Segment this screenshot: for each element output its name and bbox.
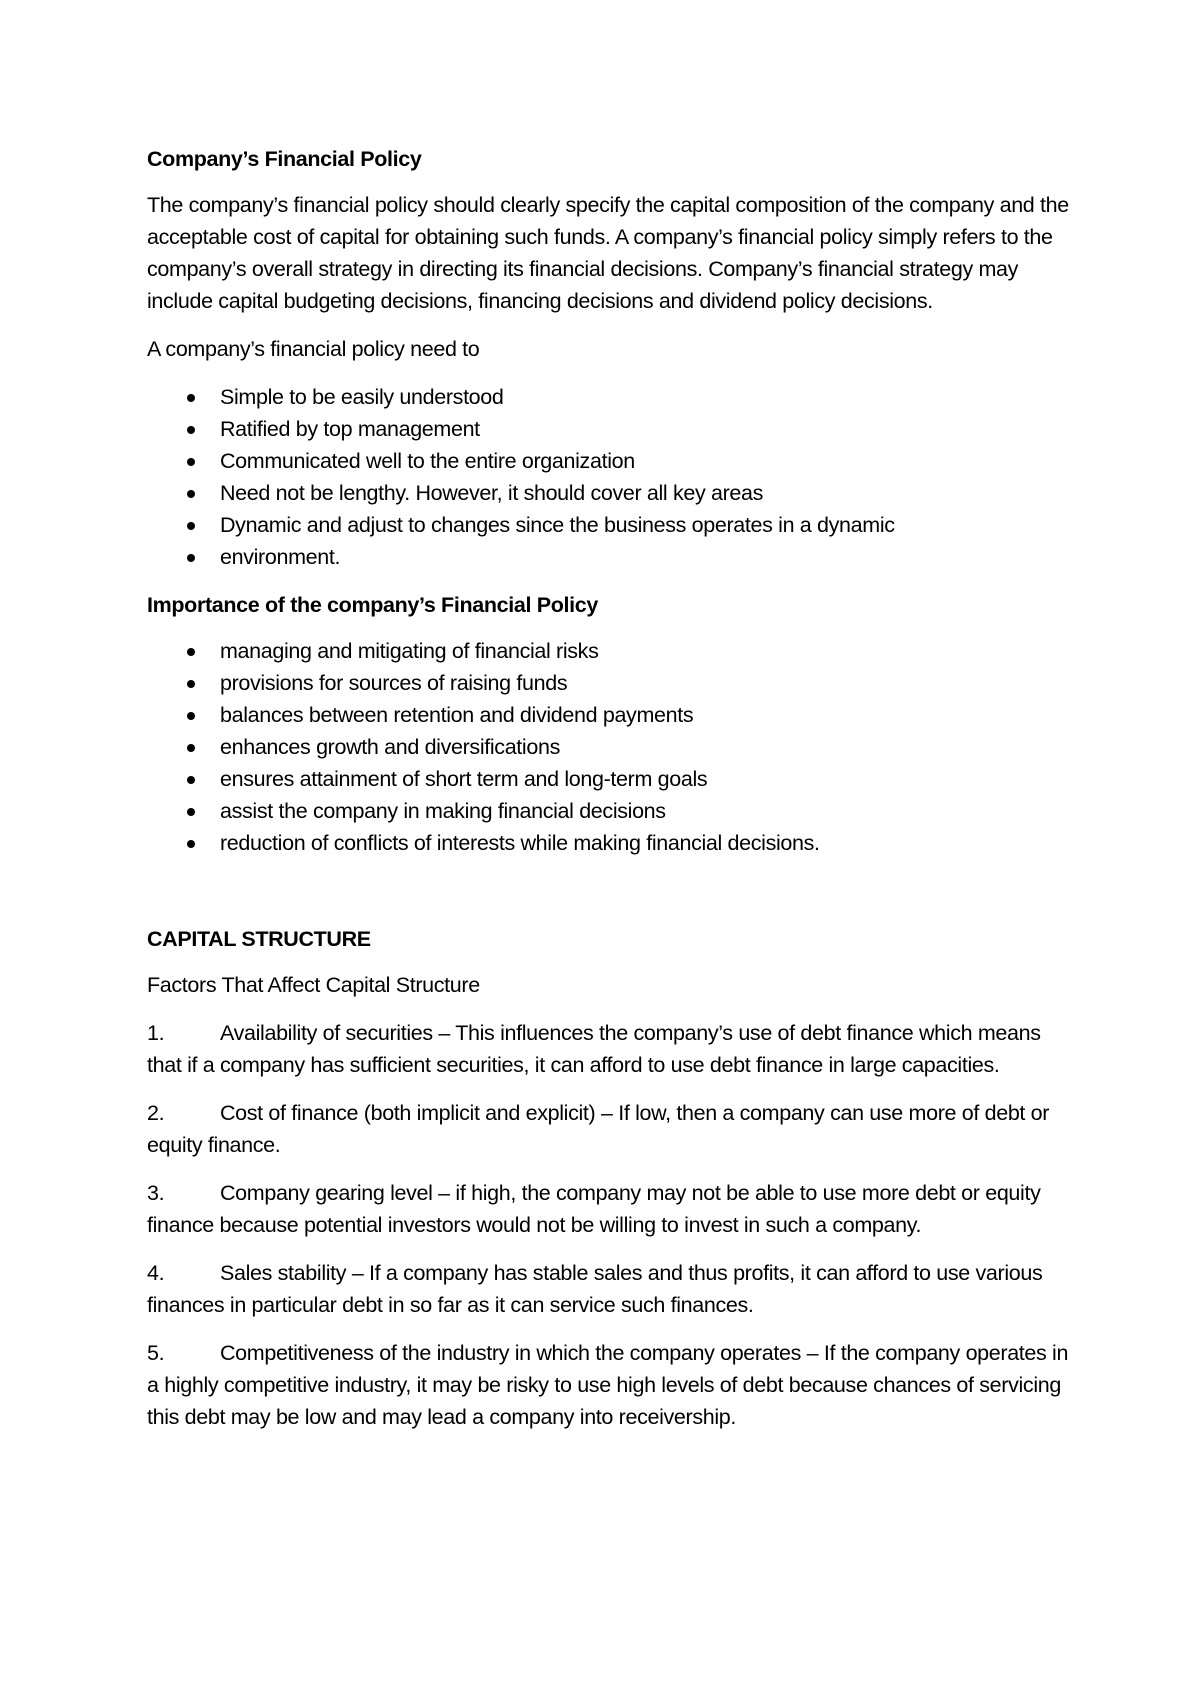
bullet-icon [187,840,195,848]
factor-text: Sales stability – If a company has stable sales and thus profits, it can afford to use various finances in particular debt in so far as it can service such finances. [147,1261,1043,1317]
list-item: balances between retention and dividend payments [147,699,1072,731]
factor-text: Company gearing level – if high, the company may not be able to use more debt or equity finance because potential investors would not be willing to invest in such a company. [147,1181,1041,1237]
importance-heading: Importance of the company’s Financial Policy [147,593,598,617]
bullet-icon [187,394,195,402]
list-item: managing and mitigating of financial risks [147,635,1072,667]
list-item: assist the company in making financial decisions [147,795,1072,827]
policy-needs-intro: A company’s financial policy need to [147,337,480,361]
factor-number: 1. [147,1021,165,1045]
section-spacer [147,875,1072,923]
factor-item [147,1177,1072,1241]
bullet-icon [187,554,195,562]
factor-text: Availability of securities – This influences the company’s use of debt finance which means that if a company has sufficient securities, it can afford to use debt finance in large capacities. [147,1021,1041,1077]
list-item: Need not be lengthy. However, it should cover all key areas [147,477,1072,509]
bullet-icon [187,648,195,656]
list-item: provisions for sources of raising funds [147,667,1072,699]
bullet-icon [187,490,195,498]
factor-item [147,1017,1072,1081]
bullet-icon [187,426,195,434]
factor-number: 5. [147,1341,165,1365]
importance-list [147,635,1072,859]
factor-text: Cost of finance (both implicit and explicit) – If low, then a company can use more of debt or equity finance. [147,1101,1050,1157]
list-item: enhances growth and diversifications [147,731,1072,763]
capital-structure-subtitle: Factors That Affect Capital Structure [147,973,480,997]
bullet-icon [187,744,195,752]
list-item: Ratified by top management [147,413,1072,445]
factor-number: 4. [147,1261,165,1285]
list-item: environment. [147,541,1072,573]
bullet-icon [187,712,195,720]
factor-item [147,1257,1072,1321]
factor-text: Competitiveness of the industry in which the company operates – If the company operates in a highly competitive industry, it may be risky to use high levels of debt because chances of servicing this debt may be low and may lead a company into receivership. [147,1341,1069,1429]
bullet-icon [187,458,195,466]
list-item: Simple to be easily understood [147,381,1072,413]
document-page [147,143,1072,1449]
list-item: ensures attainment of short term and long-term goals [147,763,1072,795]
list-item: Communicated well to the entire organization [147,445,1072,477]
factor-item [147,1097,1072,1161]
financial-policy-intro: The company’s financial policy should clearly specify the capital composition of the company and the acceptable cost of capital for obtaining such funds. A company’s financial policy simply refers to the company’s overall strategy in directing its financial decisions. Company’s financial strategy may include capital budgeting decisions, financing decisions and dividend policy decisions. [147,193,1069,313]
list-item: Dynamic and adjust to changes since the business operates in a dynamic [147,509,1072,541]
financial-policy-heading: Company’s Financial Policy [147,147,422,171]
bullet-icon [187,776,195,784]
list-item: reduction of conflicts of interests while making financial decisions. [147,827,1072,859]
policy-needs-list [147,381,1072,573]
capital-structure-heading: CAPITAL STRUCTURE [147,927,371,951]
factor-number: 2. [147,1101,165,1125]
bullet-icon [187,808,195,816]
factor-number: 3. [147,1181,165,1205]
bullet-icon [187,522,195,530]
factor-item [147,1337,1072,1433]
bullet-icon [187,680,195,688]
